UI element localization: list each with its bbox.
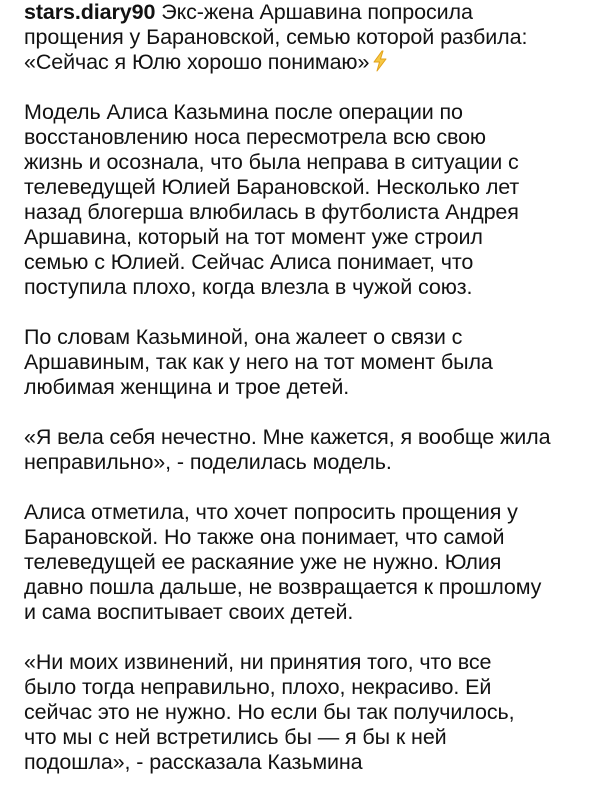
high-voltage-icon bbox=[372, 50, 388, 72]
caption-paragraph: Алиса отметила, что хочет попросить прощения у Барановской. Но также она понимает, что самой телеведущей ее раскаяние уже не нужно. Юлия давно пошла дальше, не возвращается к прошлому и сама воспитывает своих детей. bbox=[24, 500, 542, 624]
author-username[interactable]: stars.diary90 bbox=[24, 0, 156, 24]
caption-quote: «Ни моих извинений, ни принятия того, что все было тогда неправильно, плохо, некрасиво. Ей сейчас это не нужно. Но если бы так получилось, что мы с ней встретились бы — я бы к ней подошла», - рассказала Казьмина bbox=[24, 650, 515, 774]
caption-headline bbox=[24, 0, 584, 75]
caption-paragraph: По словам Казьминой, она жалеет о связи с Аршавиным, так как у него на тот момент была любимая женщина и трое детей. bbox=[24, 325, 493, 399]
post-caption bbox=[24, 0, 584, 800]
headline-text: Экс-жена Аршавина попросила прощения у Барановской, семью которой разбила: «Сейчас я Юлю хорошо понимаю» bbox=[24, 0, 528, 74]
caption-paragraph: Модель Алиса Казьмина после операции по восстановлению носа пересмотрела всю свою жизнь и осознала, что была неправа в ситуации с телеведущей Юлией Барановской. Несколько лет назад блогерша влюбилась в футболиста Андрея Аршавина, который на тот момент уже строил семью с Юлией. Сейчас Алиса понимает, что поступила плохо, когда влезла в чужой союз. bbox=[24, 100, 520, 299]
caption-quote: «Я вела себя нечестно. Мне кажется, я вообще жила неправильно», - поделилась модель. bbox=[24, 425, 551, 474]
